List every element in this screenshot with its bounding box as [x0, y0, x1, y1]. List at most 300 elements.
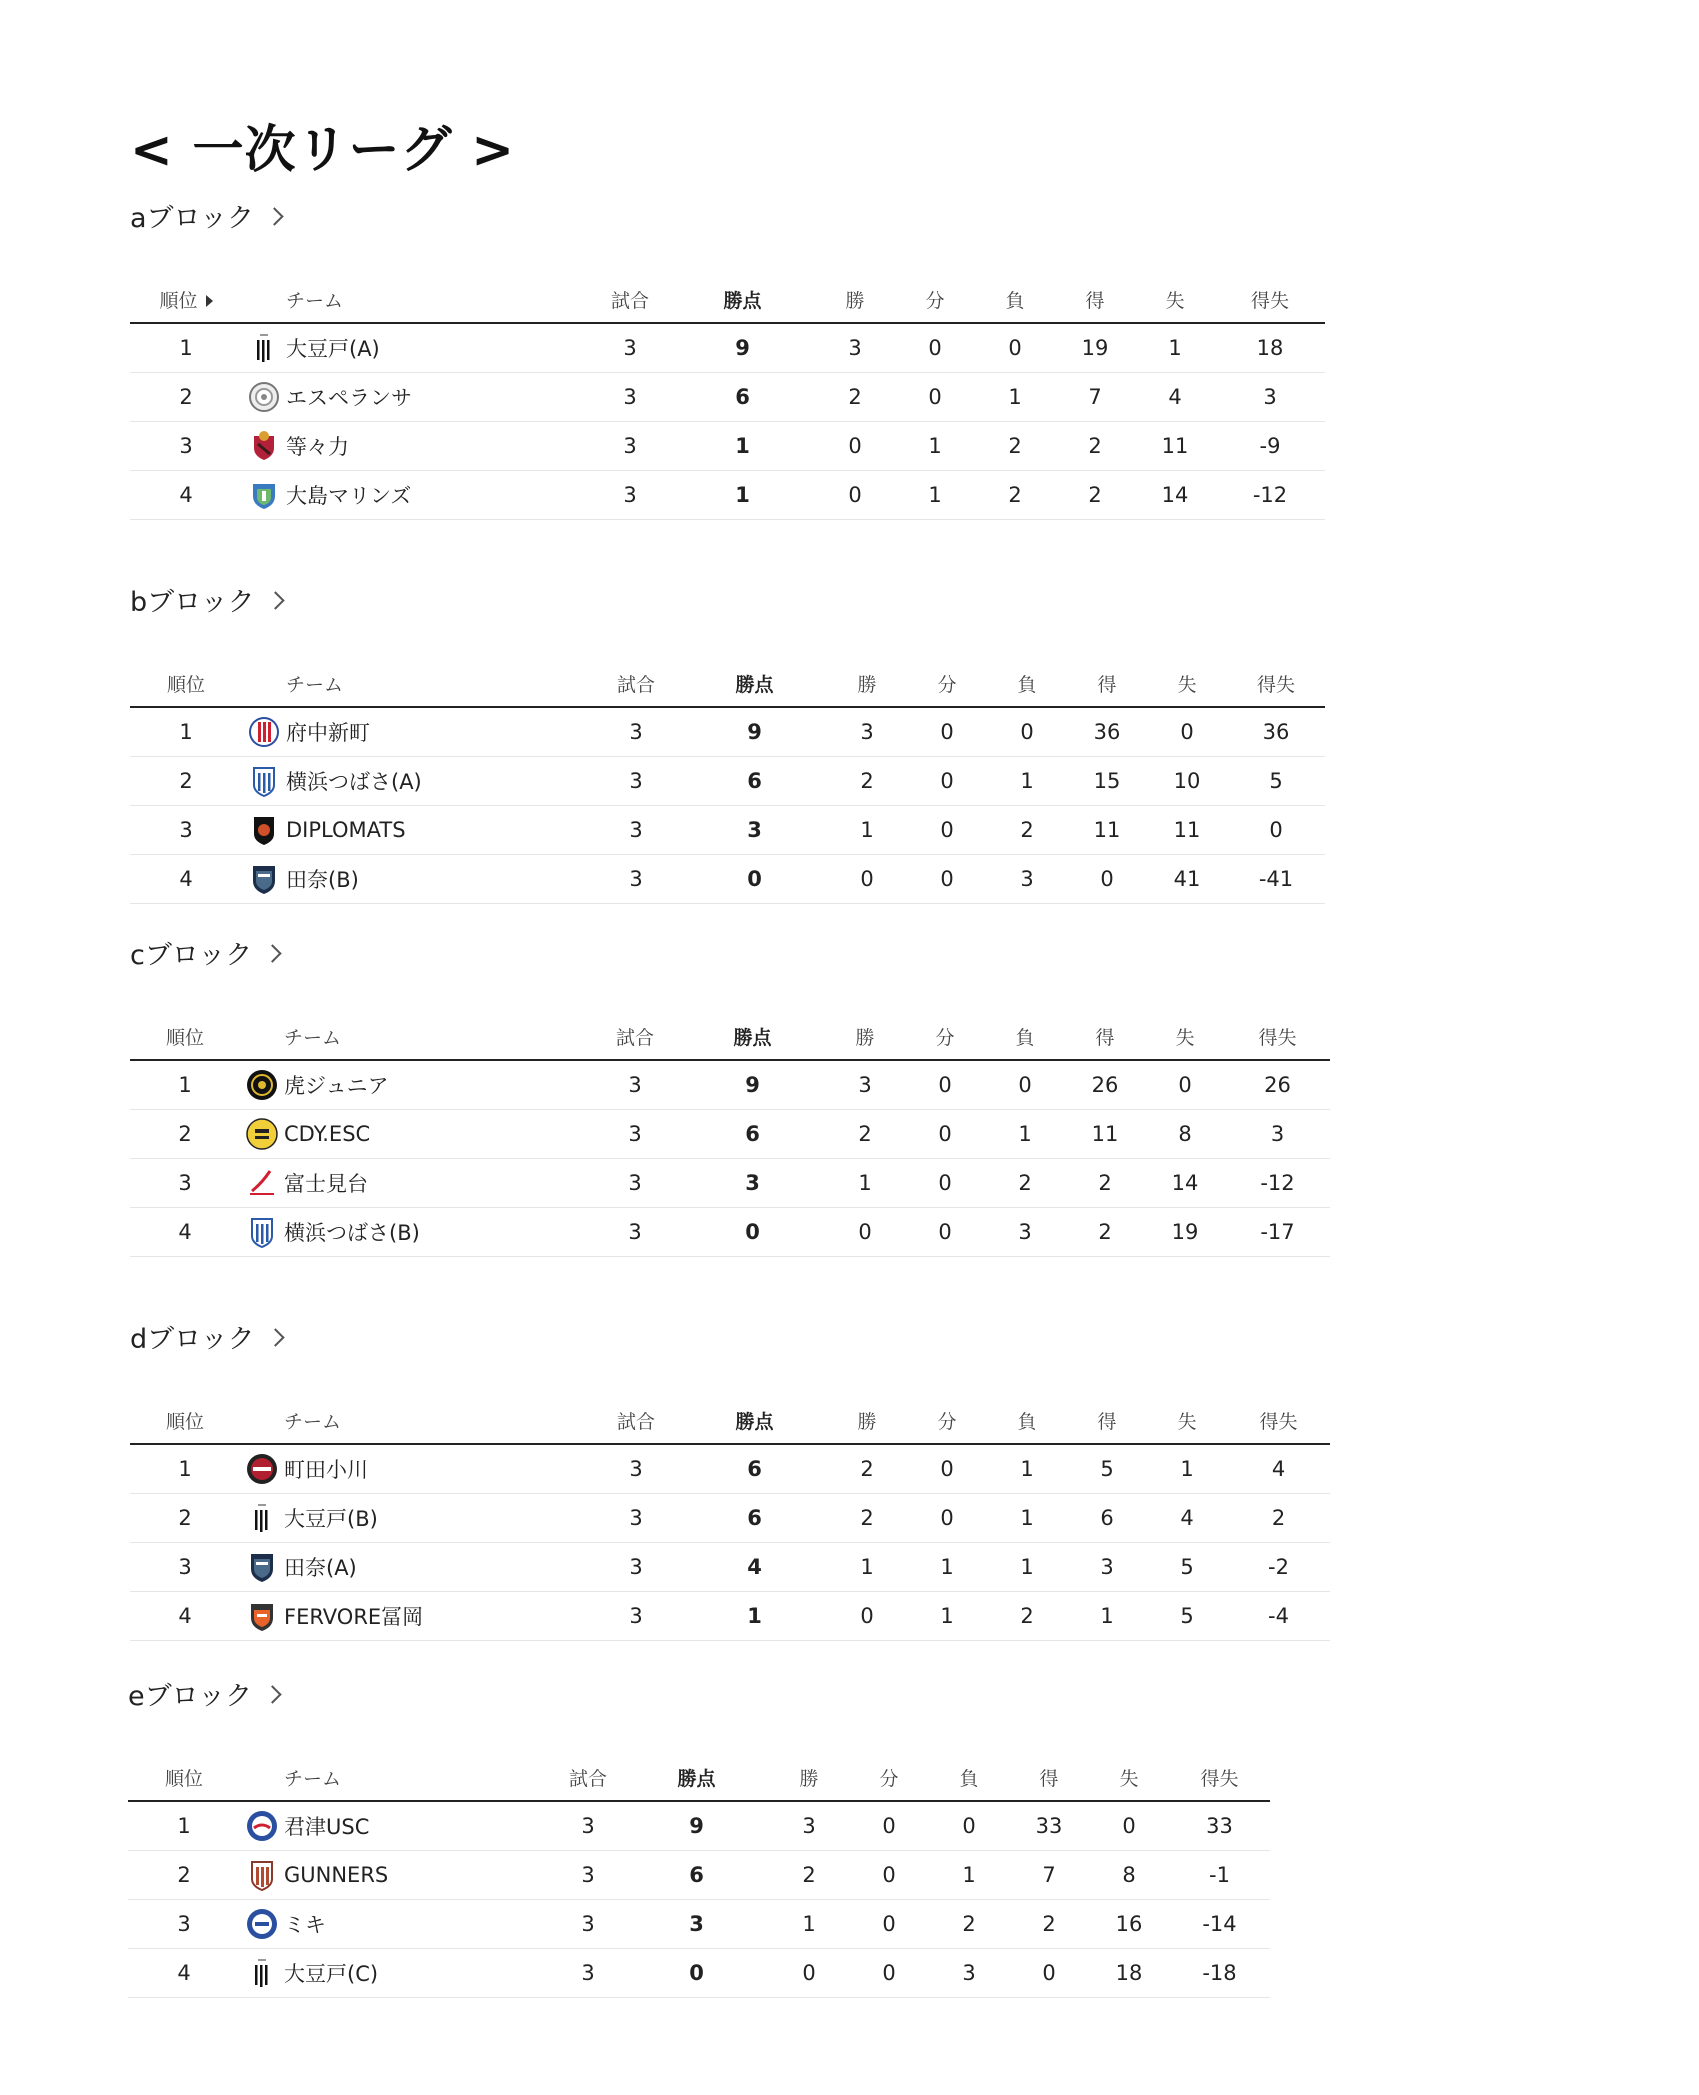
- points-cell: 9: [624, 1801, 769, 1851]
- wins-header[interactable]: 勝: [815, 276, 895, 323]
- striped-shield-icon: [248, 332, 280, 364]
- table-row: [130, 757, 1325, 806]
- team-logo-cell: [242, 471, 286, 520]
- points-cell: 1: [670, 471, 815, 520]
- team-name-link[interactable]: FERVORE冨岡: [284, 1605, 424, 1629]
- draws-cell: 0: [905, 1159, 985, 1208]
- goals-against-header[interactable]: 失: [1147, 1397, 1227, 1444]
- played-cell: 3: [590, 1543, 682, 1592]
- losses-header[interactable]: 負: [987, 1397, 1067, 1444]
- team-name-link[interactable]: 田奈(B): [286, 868, 359, 892]
- dark-red-circle-icon: [246, 1453, 278, 1485]
- black-lion-shield-icon: [248, 814, 280, 846]
- team-name-link[interactable]: 君津USC: [284, 1815, 370, 1839]
- goal-difference-header[interactable]: 得失: [1225, 1013, 1330, 1060]
- yellow-circle-icon: [246, 1118, 278, 1150]
- wins-cell: 2: [827, 1494, 907, 1543]
- wins-header[interactable]: 勝: [827, 1397, 907, 1444]
- team-name-link[interactable]: DIPLOMATS: [286, 818, 406, 842]
- goal-difference-cell: 5: [1227, 757, 1325, 806]
- played-cell: 3: [590, 806, 682, 855]
- goals-against-cell: 1: [1147, 1444, 1227, 1494]
- goal-difference-cell: 2: [1227, 1494, 1330, 1543]
- losses-header[interactable]: 負: [975, 276, 1055, 323]
- rank-header-label: 順位: [164, 1767, 203, 1790]
- goal-difference-cell: -2: [1227, 1543, 1330, 1592]
- played-cell: 3: [552, 1949, 624, 1998]
- played-cell: 3: [590, 1494, 682, 1543]
- table-row: [130, 1110, 1330, 1159]
- draws-header[interactable]: 分: [907, 660, 987, 707]
- losses-cell: 1: [987, 757, 1067, 806]
- goals-for-cell: 3: [1067, 1543, 1147, 1592]
- team-name-link[interactable]: 等々力: [286, 435, 349, 459]
- goal-difference-header[interactable]: 得失: [1227, 1397, 1330, 1444]
- draws-cell: 0: [849, 1949, 929, 1998]
- rank-header[interactable]: [128, 1754, 240, 1801]
- goals-for-cell: 2: [1055, 422, 1135, 471]
- goals-for-cell: 7: [1009, 1851, 1089, 1900]
- block-heading-label: bブロック: [130, 587, 255, 618]
- team-logo-cell: [240, 1851, 284, 1900]
- rank-cell: 3: [130, 1543, 240, 1592]
- draws-cell: 0: [907, 806, 987, 855]
- wins-cell: 0: [827, 1592, 907, 1641]
- team-name-link[interactable]: エスペランサ: [286, 386, 412, 410]
- block-heading-label: dブロック: [130, 1324, 255, 1355]
- goals-against-cell: 10: [1147, 757, 1227, 806]
- points-cell: 3: [624, 1900, 769, 1949]
- goal-difference-cell: -4: [1227, 1592, 1330, 1641]
- wins-cell: 1: [769, 1900, 849, 1949]
- table-row: [128, 1949, 1270, 1998]
- block-heading-label: cブロック: [130, 940, 253, 971]
- rank-cell: 3: [130, 1159, 240, 1208]
- team-logo-cell: [242, 757, 286, 806]
- played-header[interactable]: 試合: [590, 1397, 682, 1444]
- wins-cell: 3: [825, 1060, 905, 1110]
- goals-for-cell: 0: [1009, 1949, 1089, 1998]
- standings-table: [130, 1013, 1330, 1257]
- team-name-link[interactable]: 大豆戸(C): [284, 1962, 379, 1986]
- team-cell: [284, 1801, 552, 1851]
- draws-cell: 0: [895, 373, 975, 422]
- goals-for-header[interactable]: 得: [1065, 1013, 1145, 1060]
- goals-for-cell: 11: [1065, 1110, 1145, 1159]
- table-row: [128, 1851, 1270, 1900]
- brown-shield-icon: [246, 1859, 278, 1891]
- header-row: [130, 1397, 1330, 1444]
- goals-against-cell: 11: [1147, 806, 1227, 855]
- rank-cell: 1: [128, 1801, 240, 1851]
- draws-cell: 0: [849, 1801, 929, 1851]
- losses-cell: 0: [975, 323, 1055, 373]
- rank-cell: 2: [130, 373, 242, 422]
- points-header[interactable]: 勝点: [682, 660, 827, 707]
- points-cell: 0: [682, 855, 827, 904]
- rank-cell: 2: [128, 1851, 240, 1900]
- wins-cell: 0: [827, 855, 907, 904]
- team-logo-cell: [240, 1801, 284, 1851]
- team-cell: [284, 1444, 590, 1494]
- chevron-right-icon: [265, 207, 283, 225]
- team-name-link[interactable]: 大豆戸(A): [286, 337, 380, 361]
- team-cell: [286, 806, 590, 855]
- draws-cell: 0: [905, 1110, 985, 1159]
- draws-cell: 0: [907, 1444, 987, 1494]
- goal-difference-cell: 0: [1227, 806, 1325, 855]
- team-cell: [286, 471, 590, 520]
- team-name-link[interactable]: 大島マリンズ: [286, 484, 412, 508]
- orange-shield-icon: [246, 1600, 278, 1632]
- rank-header[interactable]: [130, 1013, 240, 1060]
- team-cell: [286, 707, 590, 757]
- goals-for-cell: 5: [1067, 1444, 1147, 1494]
- goals-for-cell: 33: [1009, 1801, 1089, 1851]
- team-cell: [286, 855, 590, 904]
- losses-cell: 3: [985, 1208, 1065, 1257]
- goals-for-cell: 36: [1067, 707, 1147, 757]
- draws-header[interactable]: 分: [905, 1013, 985, 1060]
- team-logo-cell: [240, 1494, 284, 1543]
- goals-for-cell: 2: [1009, 1900, 1089, 1949]
- draws-cell: 0: [895, 323, 975, 373]
- points-cell: 6: [682, 757, 827, 806]
- team-cell: [284, 1592, 590, 1641]
- rank-header[interactable]: [130, 1397, 240, 1444]
- goals-against-header[interactable]: 失: [1135, 276, 1215, 323]
- team-cell: [284, 1159, 590, 1208]
- played-cell: 3: [590, 1110, 680, 1159]
- team-name-link[interactable]: 田奈(A): [284, 1556, 357, 1580]
- goals-for-header[interactable]: 得: [1067, 1397, 1147, 1444]
- wins-cell: 2: [827, 757, 907, 806]
- team-header[interactable]: チーム: [240, 1397, 590, 1444]
- block-heading-link[interactable]: [130, 196, 281, 235]
- losses-header[interactable]: 負: [929, 1754, 1009, 1801]
- goals-against-header[interactable]: 失: [1145, 1013, 1225, 1060]
- rank-cell: 2: [130, 1110, 240, 1159]
- table-row: [130, 422, 1325, 471]
- goals-for-cell: 19: [1055, 323, 1135, 373]
- draws-cell: 1: [907, 1543, 987, 1592]
- team-name-link[interactable]: ミキ: [284, 1913, 326, 1937]
- standings-table: [130, 276, 1325, 520]
- rank-header[interactable]: [130, 276, 242, 323]
- draws-cell: 0: [849, 1900, 929, 1949]
- played-cell: 3: [552, 1801, 624, 1851]
- draws-cell: 1: [907, 1592, 987, 1641]
- team-logo-cell: [242, 806, 286, 855]
- block-heading-label: aブロック: [130, 203, 255, 234]
- rank-header[interactable]: [130, 660, 242, 707]
- table-row: [130, 1494, 1330, 1543]
- played-cell: 3: [590, 757, 682, 806]
- draws-header[interactable]: 分: [895, 276, 975, 323]
- standings-table: [128, 1754, 1270, 1998]
- draws-cell: 0: [907, 707, 987, 757]
- points-cell: 6: [670, 373, 815, 422]
- losses-cell: 2: [987, 806, 1067, 855]
- goal-difference-cell: 33: [1169, 1801, 1270, 1851]
- team-cell: [284, 1110, 590, 1159]
- crest-circle-icon: [248, 381, 280, 413]
- points-cell: 9: [680, 1060, 825, 1110]
- draws-header[interactable]: 分: [907, 1397, 987, 1444]
- team-logo-cell: [240, 1949, 284, 1998]
- blue-green-shield-icon: [248, 479, 280, 511]
- rank-cell: 3: [130, 422, 242, 471]
- points-header[interactable]: 勝点: [680, 1013, 825, 1060]
- wins-cell: 2: [825, 1110, 905, 1159]
- losses-header[interactable]: 負: [987, 660, 1067, 707]
- table-row: [130, 471, 1325, 520]
- team-header[interactable]: チーム: [240, 1754, 552, 1801]
- mfc-circle-icon: [246, 1908, 278, 1940]
- points-cell: 3: [680, 1159, 825, 1208]
- rank-cell: 1: [130, 707, 242, 757]
- goal-difference-header[interactable]: 得失: [1227, 660, 1325, 707]
- team-header[interactable]: チーム: [242, 660, 590, 707]
- team-cell: [284, 1900, 552, 1949]
- goal-difference-cell: -12: [1225, 1159, 1330, 1208]
- team-cell: [284, 1543, 590, 1592]
- losses-cell: 1: [987, 1494, 1067, 1543]
- red-swoosh-icon: [246, 1167, 278, 1199]
- played-header[interactable]: 試合: [590, 1013, 680, 1060]
- goals-against-header[interactable]: 失: [1147, 660, 1227, 707]
- blue-red-circle-icon: [246, 1810, 278, 1842]
- losses-cell: 0: [987, 707, 1067, 757]
- losses-cell: 1: [987, 1444, 1067, 1494]
- block-heading-link[interactable]: [130, 1317, 282, 1356]
- team-name-link[interactable]: 横浜つばさ(B): [284, 1221, 420, 1245]
- goals-against-header[interactable]: 失: [1089, 1754, 1169, 1801]
- goals-against-cell: 0: [1147, 707, 1227, 757]
- blue-stripe-shield-icon: [248, 765, 280, 797]
- draws-cell: 1: [895, 422, 975, 471]
- losses-cell: 1: [975, 373, 1055, 422]
- goals-for-cell: 2: [1055, 471, 1135, 520]
- goals-against-cell: 14: [1145, 1159, 1225, 1208]
- table-row: [130, 806, 1325, 855]
- points-cell: 9: [670, 323, 815, 373]
- team-logo-cell: [240, 1110, 284, 1159]
- wins-cell: 1: [827, 806, 907, 855]
- goals-against-cell: 19: [1145, 1208, 1225, 1257]
- losses-cell: 3: [929, 1949, 1009, 1998]
- rank-cell: 2: [130, 757, 242, 806]
- draws-cell: 0: [905, 1208, 985, 1257]
- losses-cell: 0: [985, 1060, 1065, 1110]
- goals-against-cell: 0: [1145, 1060, 1225, 1110]
- table-row: [130, 1208, 1330, 1257]
- team-name-link[interactable]: CDY.ESC: [284, 1122, 371, 1146]
- wins-cell: 2: [827, 1444, 907, 1494]
- blue-stripe-shield-icon: [246, 1216, 278, 1248]
- goals-for-header[interactable]: 得: [1009, 1754, 1089, 1801]
- wins-cell: 3: [827, 707, 907, 757]
- goals-for-cell: 0: [1067, 855, 1147, 904]
- rank-cell: 4: [130, 1208, 240, 1257]
- rank-header-label: 順位: [159, 289, 198, 312]
- played-header[interactable]: 試合: [590, 660, 682, 707]
- page-title: < 一次リーグ >: [130, 121, 515, 180]
- team-logo-cell: [242, 707, 286, 757]
- navy-shield-icon: [248, 863, 280, 895]
- rank-cell: 4: [130, 855, 242, 904]
- rank-cell: 3: [128, 1900, 240, 1949]
- goal-difference-header[interactable]: 得失: [1169, 1754, 1270, 1801]
- points-cell: 1: [682, 1592, 827, 1641]
- goal-difference-header[interactable]: 得失: [1215, 276, 1325, 323]
- points-cell: 6: [682, 1494, 827, 1543]
- losses-cell: 2: [975, 471, 1055, 520]
- goal-difference-cell: -1: [1169, 1851, 1270, 1900]
- wins-cell: 2: [769, 1851, 849, 1900]
- chevron-right-icon: [266, 1328, 284, 1346]
- sort-arrow-icon: [206, 295, 213, 307]
- team-cell: [284, 1494, 590, 1543]
- rank-cell: 3: [130, 806, 242, 855]
- draws-cell: 0: [907, 855, 987, 904]
- team-logo-cell: [242, 422, 286, 471]
- wins-cell: 0: [815, 422, 895, 471]
- goals-against-cell: 41: [1147, 855, 1227, 904]
- red-stripe-circle-icon: [248, 716, 280, 748]
- draws-cell: 0: [907, 757, 987, 806]
- team-name-link[interactable]: 府中新町: [286, 721, 370, 745]
- goal-difference-cell: -41: [1227, 855, 1325, 904]
- wins-header[interactable]: 勝: [825, 1013, 905, 1060]
- team-logo-cell: [240, 1543, 284, 1592]
- team-logo-cell: [242, 323, 286, 373]
- played-header[interactable]: 試合: [552, 1754, 624, 1801]
- goals-for-cell: 2: [1065, 1159, 1145, 1208]
- losses-cell: 1: [985, 1110, 1065, 1159]
- team-name-link[interactable]: 横浜つばさ(A): [286, 770, 422, 794]
- goal-difference-cell: -17: [1225, 1208, 1330, 1257]
- goal-difference-cell: -9: [1215, 422, 1325, 471]
- block-heading-link[interactable]: [130, 933, 279, 972]
- goals-against-cell: 8: [1145, 1110, 1225, 1159]
- points-cell: 3: [682, 806, 827, 855]
- team-name-link[interactable]: 大豆戸(B): [284, 1507, 378, 1531]
- wins-header[interactable]: 勝: [769, 1754, 849, 1801]
- block-heading-link[interactable]: [130, 580, 282, 619]
- wins-cell: 1: [825, 1159, 905, 1208]
- points-cell: 0: [624, 1949, 769, 1998]
- draws-header[interactable]: 分: [849, 1754, 929, 1801]
- points-cell: 6: [624, 1851, 769, 1900]
- points-header[interactable]: 勝点: [682, 1397, 827, 1444]
- draws-cell: 0: [907, 1494, 987, 1543]
- team-name-link[interactable]: 町田小川: [284, 1458, 368, 1482]
- rank-header-label: 順位: [165, 1410, 204, 1433]
- goals-against-cell: 14: [1135, 471, 1215, 520]
- table-row: [130, 1592, 1330, 1641]
- goals-for-cell: 2: [1065, 1208, 1145, 1257]
- played-header[interactable]: 試合: [590, 276, 670, 323]
- goal-difference-cell: -12: [1215, 471, 1325, 520]
- rank-cell: 1: [130, 1060, 240, 1110]
- team-logo-cell: [242, 373, 286, 422]
- goals-for-cell: 7: [1055, 373, 1135, 422]
- played-cell: 3: [590, 707, 682, 757]
- wins-cell: 3: [769, 1801, 849, 1851]
- goals-against-cell: 4: [1147, 1494, 1227, 1543]
- goal-difference-cell: 26: [1225, 1060, 1330, 1110]
- goals-for-header[interactable]: 得: [1067, 660, 1147, 707]
- block-heading-link[interactable]: [128, 1674, 279, 1713]
- losses-cell: 2: [987, 1592, 1067, 1641]
- draws-cell: 0: [905, 1060, 985, 1110]
- goals-for-cell: 15: [1067, 757, 1147, 806]
- goals-for-cell: 26: [1065, 1060, 1145, 1110]
- goals-against-cell: 11: [1135, 422, 1215, 471]
- goals-against-cell: 4: [1135, 373, 1215, 422]
- team-logo-cell: [240, 1444, 284, 1494]
- goals-against-cell: 16: [1089, 1900, 1169, 1949]
- table-row: [128, 1900, 1270, 1949]
- goals-against-cell: 8: [1089, 1851, 1169, 1900]
- team-logo-cell: [240, 1060, 284, 1110]
- rank-cell: 4: [128, 1949, 240, 1998]
- rank-cell: 4: [130, 471, 242, 520]
- wins-cell: 0: [825, 1208, 905, 1257]
- points-header[interactable]: 勝点: [624, 1754, 769, 1801]
- played-cell: 3: [590, 1592, 682, 1641]
- rank-cell: 4: [130, 1592, 240, 1641]
- goals-for-header[interactable]: 得: [1055, 276, 1135, 323]
- goals-against-cell: 5: [1147, 1543, 1227, 1592]
- team-logo-cell: [242, 855, 286, 904]
- points-header[interactable]: 勝点: [670, 276, 815, 323]
- goals-against-cell: 5: [1147, 1592, 1227, 1641]
- team-cell: [284, 1851, 552, 1900]
- points-cell: 0: [680, 1208, 825, 1257]
- played-cell: 3: [590, 1159, 680, 1208]
- team-logo-cell: [240, 1159, 284, 1208]
- black-gold-circle-icon: [246, 1069, 278, 1101]
- goals-for-cell: 11: [1067, 806, 1147, 855]
- team-header[interactable]: チーム: [240, 1013, 590, 1060]
- played-cell: 3: [590, 373, 670, 422]
- team-name-link[interactable]: GUNNERS: [284, 1863, 389, 1887]
- losses-cell: 1: [929, 1851, 1009, 1900]
- losses-cell: 2: [985, 1159, 1065, 1208]
- team-header[interactable]: チーム: [242, 276, 590, 323]
- table-row: [130, 1543, 1330, 1592]
- header-row: [128, 1754, 1270, 1801]
- wins-header[interactable]: 勝: [827, 660, 907, 707]
- losses-header[interactable]: 負: [985, 1013, 1065, 1060]
- points-cell: 6: [680, 1110, 825, 1159]
- points-cell: 4: [682, 1543, 827, 1592]
- played-cell: 3: [590, 1444, 682, 1494]
- team-name-link[interactable]: 富士見台: [284, 1172, 368, 1196]
- goal-difference-cell: 36: [1227, 707, 1325, 757]
- points-cell: 6: [682, 1444, 827, 1494]
- played-cell: 3: [590, 422, 670, 471]
- goal-difference-cell: 3: [1225, 1110, 1330, 1159]
- team-name-link[interactable]: 虎ジュニア: [284, 1074, 389, 1098]
- header-row: [130, 660, 1325, 707]
- losses-cell: 2: [929, 1900, 1009, 1949]
- goals-against-cell: 0: [1089, 1801, 1169, 1851]
- played-cell: 3: [590, 1208, 680, 1257]
- team-cell: [286, 422, 590, 471]
